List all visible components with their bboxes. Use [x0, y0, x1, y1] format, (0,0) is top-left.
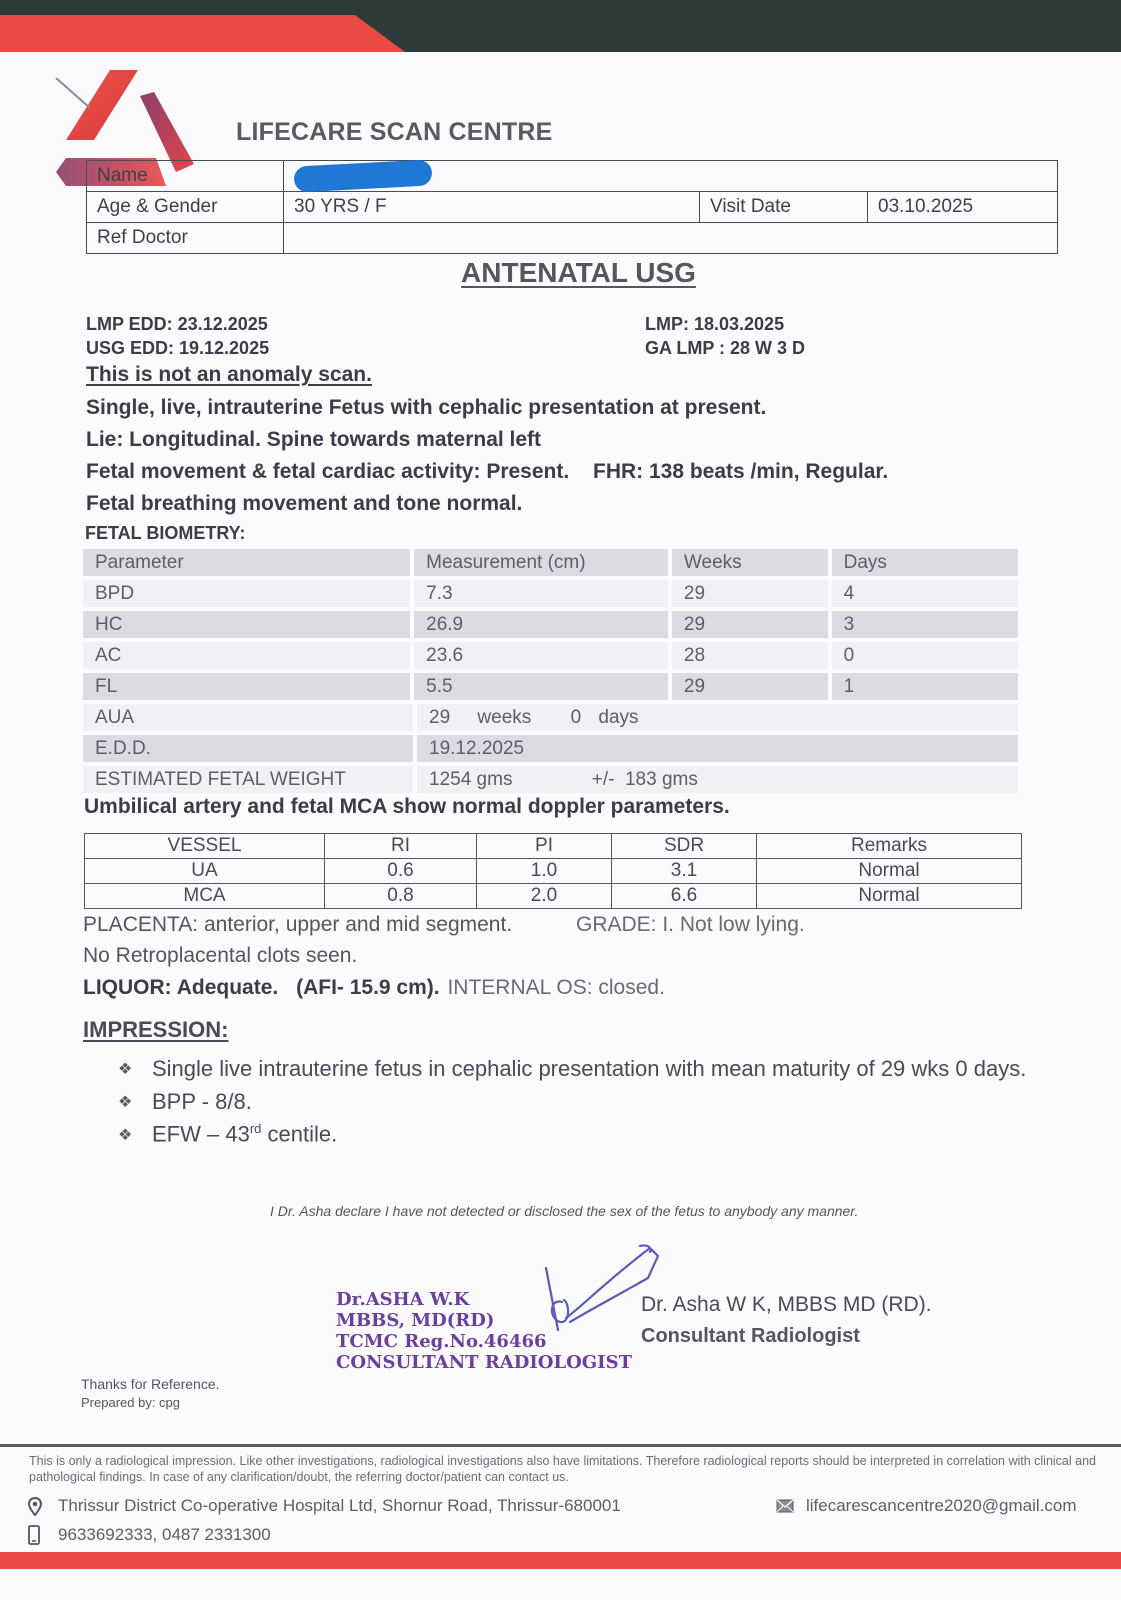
stamp-degree: MBBS, MD(RD)	[336, 1310, 495, 1331]
days: 4	[832, 580, 1018, 607]
aua-weeks: 29	[429, 707, 451, 728]
col-header: RI	[325, 834, 477, 859]
biometry-row	[83, 640, 1018, 671]
doppler-row	[85, 859, 1022, 884]
edd-label: E.D.D.	[83, 735, 413, 762]
location-pin-icon	[28, 1497, 58, 1516]
aua-days: 0	[570, 707, 582, 728]
anomaly-note: This is not an anomaly scan.	[86, 363, 372, 386]
weeks: 29	[672, 580, 828, 607]
biometry-row	[83, 671, 1018, 702]
biometry-efw-row	[83, 764, 1018, 795]
stamp-name: Dr.ASHA W.K	[336, 1289, 470, 1310]
afi-value: (AFI- 15.9 cm).	[296, 976, 440, 999]
signatory-name: Dr. Asha W K, MBBS MD (RD).	[641, 1293, 932, 1316]
header-red-band	[0, 15, 405, 52]
weeks: 29	[672, 673, 828, 700]
footer-red-band	[0, 1552, 1121, 1569]
footer-divider	[0, 1444, 1121, 1447]
aua-value	[417, 704, 1018, 731]
measurement: 23.6	[414, 642, 668, 669]
visit-date-label: Visit Date	[700, 192, 868, 223]
impression-item	[118, 1052, 1026, 1085]
phone-line	[28, 1525, 271, 1545]
col-header: PI	[477, 834, 612, 859]
measurement: 7.3	[414, 580, 668, 607]
ref-doctor-value	[284, 223, 1058, 254]
name-value	[284, 161, 1058, 192]
lmp-edd: LMP EDD: 23.12.2025	[86, 314, 268, 334]
ga-lmp: GA LMP : 28 W 3 D	[645, 338, 806, 358]
impression-list	[118, 1052, 1026, 1151]
doppler-table	[84, 833, 1022, 909]
placenta-position: PLACENTA: anterior, upper and mid segment.	[83, 913, 513, 936]
diamond-bullet-icon: ❖	[118, 1126, 133, 1144]
doppler-intro: Umbilical artery and fetal MCA show normal doppler parameters.	[84, 795, 730, 818]
col-header: Remarks	[757, 834, 1022, 859]
finding-cardiac: Fetal movement & fetal cardiac activity: Present.	[86, 460, 570, 483]
email-line[interactable]	[776, 1496, 1077, 1516]
weeks: 28	[672, 642, 828, 669]
impression-text	[152, 1121, 337, 1147]
liquor-status: LIQUOR: Adequate.	[83, 976, 279, 999]
measurement: 5.5	[414, 673, 668, 700]
efw-superscript: rd	[249, 1121, 262, 1137]
days: 1	[832, 673, 1018, 700]
ri: 0.8	[325, 884, 477, 909]
efw-tail: centile.	[261, 1121, 338, 1147]
thanks-note: Thanks for Reference.	[81, 1376, 220, 1392]
weeks: 29	[672, 611, 828, 638]
col-header: Measurement (cm)	[414, 549, 668, 576]
patient-row-age	[87, 192, 1058, 223]
finding-presentation: Single, live, intrauterine Fetus with cephalic presentation at present.	[86, 396, 767, 419]
remarks: Normal	[757, 859, 1022, 884]
patient-row-ref	[87, 223, 1058, 254]
biometry-row	[83, 609, 1018, 640]
impression-item	[118, 1118, 1026, 1151]
stamp-reg-no: TCMC Reg.No.46466	[336, 1331, 547, 1352]
efw-label: ESTIMATED FETAL WEIGHT	[83, 766, 413, 793]
email-link[interactable]: lifecarescancentre2020@gmail.com	[806, 1496, 1077, 1515]
clinic-name: LIFECARE SCAN CENTRE	[236, 118, 553, 146]
impression-heading: IMPRESSION:	[83, 1017, 229, 1042]
header-divider	[0, 52, 1121, 55]
efw-range: +/- 183 gms	[591, 769, 698, 790]
report-title-text: ANTENATAL USG	[461, 257, 696, 288]
col-header: Parameter	[83, 549, 410, 576]
disclaimer: This is only a radiological impression. Like other investigations, radiological investigations also have limitations. Therefore radiological reports should be interpreted in correlation with clinical and pathological findings. In case of any clarification/doubt, the referring doctor/patient can contact us.	[29, 1454, 1096, 1484]
diamond-bullet-icon: ❖	[118, 1093, 133, 1111]
stamp-title: CONSULTANT RADIOLOGIST	[336, 1352, 632, 1373]
col-header: Days	[832, 549, 1018, 576]
diamond-bullet-icon: ❖	[118, 1060, 133, 1078]
fhr-value: FHR: 138 beats /min, Regular.	[593, 460, 889, 483]
vessel: MCA	[85, 884, 325, 909]
ref-doctor-label: Ref Doctor	[87, 223, 284, 254]
declaration: I Dr. Asha declare I have not detected or disclosed the sex of the fetus to anybody any manner.	[270, 1203, 859, 1219]
biometry-edd-row	[83, 733, 1018, 764]
visit-date-value: 03.10.2025	[868, 192, 1058, 223]
efw-text: EFW – 43	[152, 1121, 250, 1147]
redaction-mark	[293, 159, 432, 192]
edd-value: 19.12.2025	[417, 735, 1018, 762]
vessel: UA	[85, 859, 325, 884]
col-header: VESSEL	[85, 834, 325, 859]
ri: 0.6	[325, 859, 477, 884]
col-header: Weeks	[672, 549, 828, 576]
mobile-phone-icon	[28, 1525, 58, 1545]
sdr: 6.6	[612, 884, 757, 909]
aua-days-unit: days	[598, 707, 639, 728]
impression-text: BPP - 8/8.	[152, 1088, 252, 1114]
address-line	[28, 1496, 621, 1516]
usg-edd: USG EDD: 19.12.2025	[86, 338, 270, 358]
patient-row-name	[87, 161, 1058, 192]
measurement: 26.9	[414, 611, 668, 638]
pi: 2.0	[477, 884, 612, 909]
biometry-heading: FETAL BIOMETRY:	[85, 523, 246, 543]
aua-weeks-unit: weeks	[477, 707, 532, 728]
parameter: HC	[83, 611, 410, 638]
remarks: Normal	[757, 884, 1022, 909]
parameter: AC	[83, 642, 410, 669]
biometry-aua-row	[83, 702, 1018, 733]
placenta-grade: GRADE: I. Not low lying.	[576, 913, 805, 936]
envelope-icon	[776, 1499, 806, 1513]
name-label: Name	[87, 161, 284, 192]
sdr: 3.1	[612, 859, 757, 884]
biometry-row	[83, 578, 1018, 609]
finding-breathing: Fetal breathing movement and tone normal.	[86, 492, 523, 515]
prepared-by: Prepared by: cpg	[81, 1395, 181, 1410]
age-gender-value: 30 YRS / F	[284, 192, 700, 223]
biometry-header-row	[83, 547, 1018, 578]
report-title	[0, 257, 1121, 289]
doppler-row	[85, 884, 1022, 909]
pi: 1.0	[477, 859, 612, 884]
retroplacental-clots: No Retroplacental clots seen.	[83, 944, 358, 967]
efw-value	[417, 766, 1018, 793]
impression-item	[118, 1085, 1026, 1118]
col-header: SDR	[612, 834, 757, 859]
days: 3	[832, 611, 1018, 638]
patient-info-table	[86, 160, 1058, 254]
phone-text: 9633692333, 0487 2331300	[58, 1525, 271, 1544]
liquor-line	[83, 976, 665, 1000]
lmp-date: LMP: 18.03.2025	[645, 314, 785, 334]
address-text: Thrissur District Co-operative Hospital Ltd, Shornur Road, Thrissur-680001	[58, 1496, 621, 1515]
efw-weight: 1254 gms	[429, 769, 513, 790]
signatory-role: Consultant Radiologist	[641, 1325, 860, 1347]
doppler-header-row	[85, 834, 1022, 859]
parameter: FL	[83, 673, 410, 700]
finding-lie: Lie: Longitudinal. Spine towards maternal left	[86, 428, 542, 451]
internal-os: INTERNAL OS: closed.	[447, 976, 665, 999]
age-gender-label: Age & Gender	[87, 192, 284, 223]
days: 0	[832, 642, 1018, 669]
aua-label: AUA	[83, 704, 413, 731]
impression-text: Single live intrauterine fetus in cephalic presentation with mean maturity of 29 wks 0 days.	[152, 1055, 1027, 1081]
parameter: BPD	[83, 580, 410, 607]
biometry-table	[83, 547, 1018, 795]
